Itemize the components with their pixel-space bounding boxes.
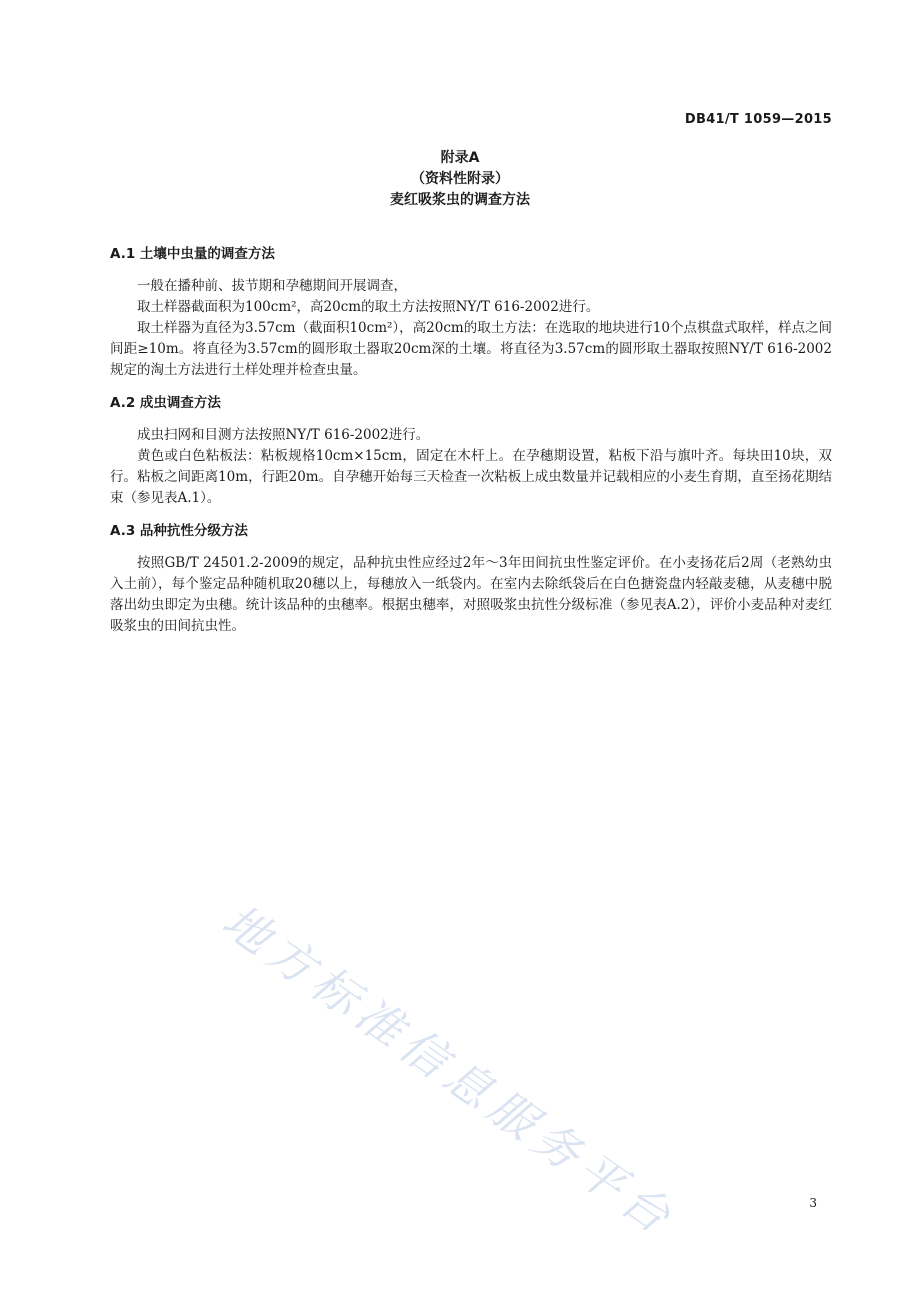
page-number: 3 — [809, 1196, 817, 1210]
paragraph: 取土样器截面积为100cm²，高20cm的取土方法按照NY/T 616-2002进行。 — [137, 299, 600, 315]
document-code: DB41/T 1059—2015 — [684, 112, 832, 127]
watermark: 地方标准信息服务平台 — [212, 893, 687, 1248]
paragraph: 成虫扫网和目测方法按照NY/T 616-2002进行。 — [137, 427, 430, 443]
appendix-title-block — [0, 148, 920, 211]
appendix-label: 附录A — [440, 150, 480, 166]
section-a1 — [110, 244, 832, 381]
section-heading: A.2 成虫调查方法 — [110, 395, 221, 411]
document-body — [110, 244, 832, 649]
appendix-title: 麦红吸浆虫的调查方法 — [390, 192, 530, 208]
paragraph: 一般在播种前、拔节期和孕穗期间开展调查， — [137, 278, 407, 294]
section-a2 — [110, 393, 832, 509]
section-a3 — [110, 521, 832, 637]
paragraph: 黄色或白色粘板法：粘板规格10cm×15cm，固定在木杆上。在孕穗期设置，粘板下沿与旗叶齐。每块田10块，双行。粘板之间距离10m，行距20m。自孕穗开始每三天检查一次粘板上成虫数量并记载相应的小麦生育期，直至扬花期结束（参见表A.1）。 — [110, 448, 832, 506]
paragraph: 按照GB/T 24501.2-2009的规定，品种抗虫性应经过2年～3年田间抗虫性鉴定评价。在小麦扬花后2周（老熟幼虫入土前），每个鉴定品种随机取20穗以上，每穗放入一纸袋内。在室内去除纸袋后在白色搪瓷盘内轻敲麦穗，从麦穗中脱落出幼虫即定为虫穗。统计该品种的虫穗率。根据虫穗率，对照吸浆虫抗性分级标准（参见表A.2），评价小麦品种对麦红吸浆虫的田间抗虫性。 — [110, 555, 832, 634]
section-heading: A.3 品种抗性分级方法 — [110, 523, 248, 539]
paragraph: 取土样器为直径为3.57cm（截面积10cm²），高20cm的取土方法：在选取的地块进行10个点棋盘式取样，样点之间间距≥10m。将直径为3.57cm的圆形取土器取20cm深的土壤。将直径为3.57cm的圆形取土器取按照NY/T 616-2002规定的淘土方法进行土样处理并检查虫量。 — [110, 320, 832, 378]
section-heading: A.1 土壤中虫量的调查方法 — [110, 246, 275, 262]
appendix-type: （资料性附录） — [411, 171, 509, 187]
